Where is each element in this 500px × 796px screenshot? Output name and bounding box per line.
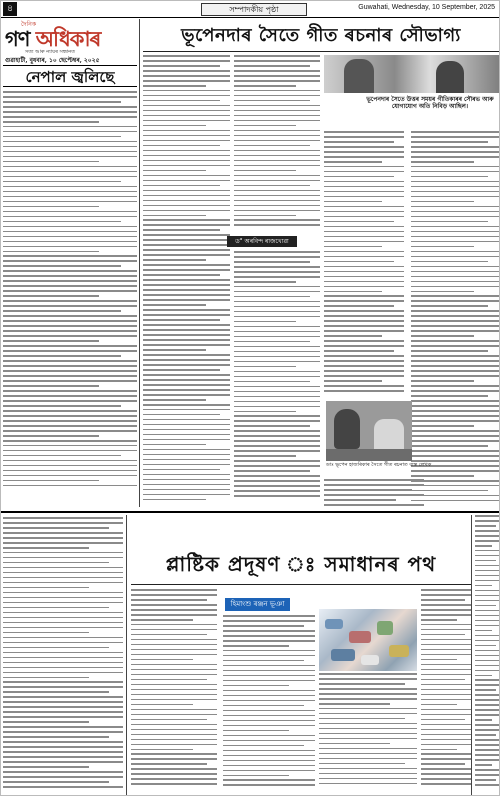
page-number: ৪ [3, 2, 17, 16]
section-title: সম্পাদকীয় পৃষ্ঠা [201, 3, 307, 16]
lower-left-body [3, 517, 123, 793]
feature-column-2b [234, 251, 320, 507]
lower-headline: প্লাষ্টিক প্ৰদূষণ ঃ সমাধানৰ পথ [165, 552, 437, 576]
masthead [3, 19, 136, 64]
lower-byline: হিমাংশু ৰঞ্জন ভূঞা [225, 598, 290, 611]
feature-photo-top [324, 55, 500, 93]
plastic-waste-photo [319, 609, 417, 671]
masthead-tagline: দৈনিক [21, 21, 37, 28]
editorial-column [3, 63, 137, 503]
masthead-slogan: সত্য আৰু ন্যায়ৰ সন্ধানত [25, 49, 75, 55]
lower-column-1 [131, 589, 217, 793]
feature-column-4 [411, 131, 499, 511]
person-figure [374, 419, 404, 453]
dateline: Guwahati, Wednesday, 10 September, 2025 [358, 4, 495, 11]
feature-byline: ড° অৰবিন্দ ৰাজখোৱা [227, 236, 297, 247]
table-surface [326, 449, 412, 461]
editorial-title: নেপাল জ্বলিছে [3, 65, 137, 87]
feature-column-5 [324, 479, 424, 511]
person-figure [344, 59, 374, 93]
lower-right-body [475, 515, 499, 793]
top-bar [1, 1, 500, 18]
person-figure [334, 409, 360, 449]
newspaper-name-part2: অধিকাৰ [35, 26, 101, 51]
editorial-body [3, 91, 137, 501]
feature-photo-caption: ডাঃ ভূপেন হাজৰিকাৰ সৈতে গীত ৰচনাত ব্যস্ত লেখক [326, 462, 432, 468]
feature-column-1 [143, 55, 230, 505]
headline-rule [131, 584, 471, 585]
headline-rule [143, 51, 499, 52]
feature-photo-lower [326, 401, 412, 461]
lower-column-4 [421, 589, 471, 793]
feature-column-3 [324, 131, 404, 399]
column-divider [471, 515, 472, 795]
column-divider [126, 515, 127, 795]
feature-column-2 [234, 55, 320, 235]
column-divider [139, 19, 140, 507]
lower-left-column [3, 513, 123, 795]
lower-column-2 [223, 615, 315, 793]
feature-pullquote: ভূপেনদাৰ সৈতে উত্তৰ সময়ৰ গীতিকাৰৰ সৌৰভ আৰু যোগাযোগ অতি নিবিড় আছিল। [366, 96, 494, 110]
lower-column-3 [319, 673, 417, 793]
lower-right-strip [473, 511, 499, 795]
masthead-date: গুৱাহাটী, বুধবাৰ, ১০ ছেপ্টেম্বৰ, ২০২৫ [5, 57, 100, 64]
feature-headline: ভূপেনদাৰ সৈতে গীত ৰচনাৰ সৌভাগ্য [181, 25, 461, 46]
person-figure [436, 61, 464, 93]
newspaper-name-part1: গণ [5, 26, 30, 51]
